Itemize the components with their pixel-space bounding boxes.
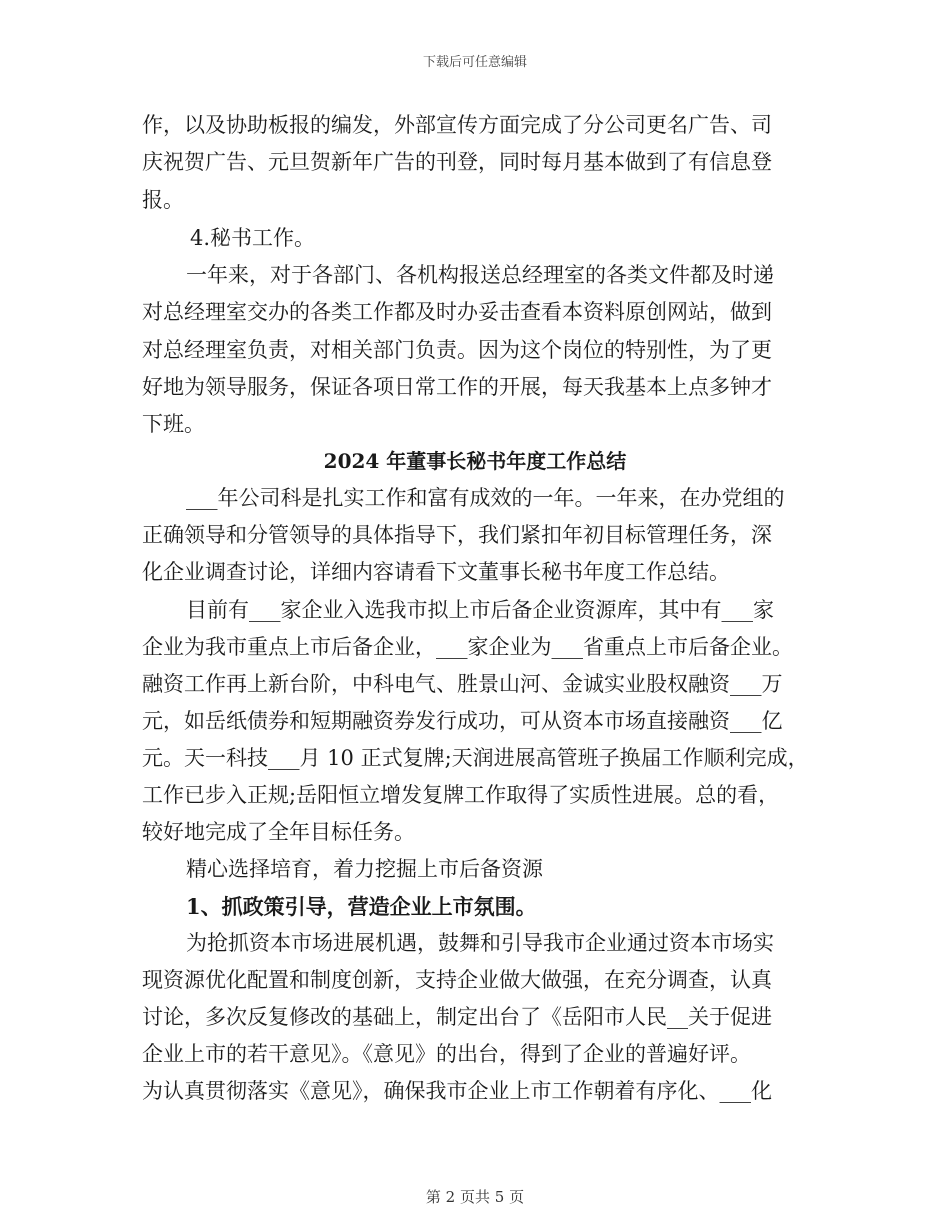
- text-line: 精心选择培育，着力挖掘上市后备资源: [186, 857, 543, 881]
- text-line: 作，以及协助板报的编发，外部宣传方面完成了分公司更名广告、司: [142, 113, 772, 137]
- text-line: 对总经理室交办的各类工作都及时办妥击查看本资料原创网站，做到: [142, 300, 772, 324]
- text-line: 一年来，对于各部门、各机构报送总经理室的各类文件都及时递: [186, 263, 774, 287]
- text-line: 正确领导和分管领导的具体指导下，我们紧扣年初目标管理任务，深: [142, 523, 772, 547]
- text-line: 元，如岳纸债券和短期融资券发行成功，可从资本市场直接融资___亿: [142, 709, 783, 733]
- text-line: 化企业调查讨论，详细内容请看下文董事长秘书年度工作总结。: [142, 560, 730, 584]
- text-line: 为抢抓资本市场进展机遇，鼓舞和引导我市企业通过资本市场实: [186, 931, 774, 955]
- text-line: 讨论，多次反复修改的基础上，制定出台了《岳阳市人民__关于促进: [142, 1005, 772, 1029]
- text-line: ___年公司科是扎实工作和富有成效的一年。一年来，在办党组的: [186, 486, 785, 510]
- text-line: 工作已步入正规;岳阳恒立增发复牌工作取得了实质性进展。总的看，: [142, 783, 780, 807]
- page-footer: 第 2 页共 5 页: [425, 1188, 525, 1206]
- text-line: 企业上市的若干意见》。《意见》的出台，得到了企业的普遍好评。: [142, 1042, 751, 1066]
- text-line: 庆祝贺广告、元旦贺新年广告的刊登，同时每月基本做到了有信息登: [142, 150, 772, 174]
- text-line: 报。: [142, 188, 184, 212]
- text-line: 好地为领导服务，保证各项日常工作的开展，每天我基本上点多钟才: [142, 375, 772, 399]
- document-title: 2024 年董事长秘书年度工作总结: [323, 449, 627, 473]
- text-line: 元。天一科技___月 10 正式复牌;天润进展高管班子换届工作顺利完成，: [142, 746, 809, 770]
- page-header: 下载后可任意编辑: [422, 55, 527, 70]
- text-line: 企业为我市重点上市后备企业，___家企业为___省重点上市后备企业。: [142, 635, 793, 659]
- text-line: 现资源优化配置和制度创新，支持企业做大做强，在充分调查，认真: [142, 968, 772, 992]
- text-line: 下班。: [142, 412, 205, 436]
- text-line: 融资工作再上新台阶，中科电气、胜景山河、金诚实业股权融资___万: [142, 672, 783, 696]
- text-line: 对总经理室负责，对相关部门负责。因为这个岗位的特别性，为了更: [142, 338, 772, 362]
- text-line: 目前有___家企业入选我市拟上市后备企业资源库，其中有___家: [186, 598, 774, 622]
- text-line: 较好地完成了全年目标任务。: [142, 820, 415, 844]
- subsection-heading: 1、抓政策引导，营造企业上市氛围。: [186, 894, 537, 919]
- section-heading: 4.秘书工作。: [190, 226, 316, 250]
- text-line: 为认真贯彻落实《意见》，确保我市企业上市工作朝着有序化、___化: [142, 1079, 772, 1103]
